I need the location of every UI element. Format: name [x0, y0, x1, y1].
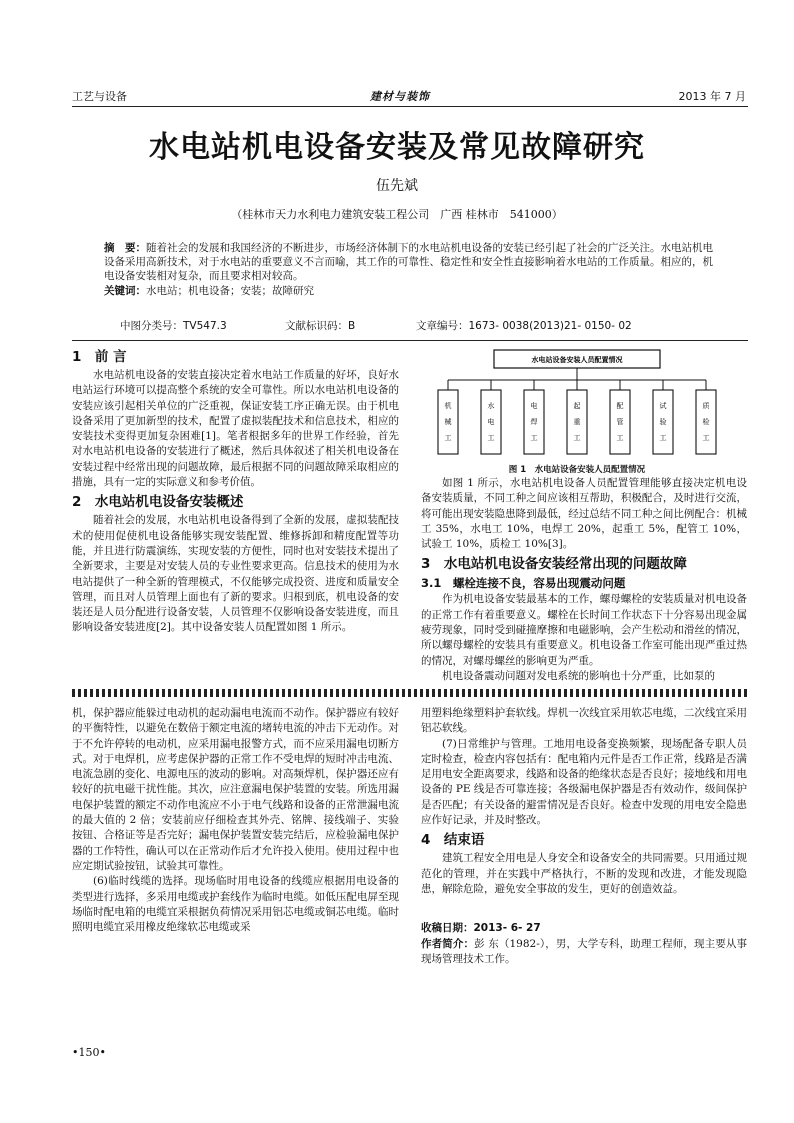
conclusion-paragraph: 建筑工程安全用电是人身安全和设备安全的共同需要。只用通过规范化的管理，并在实践中严格执行，不断的发现和改进，才能发现隐患，解除危险，避免安全事故的发生，更好的创造效益。: [421, 852, 747, 895]
org-node-label: 电焊工: [530, 402, 538, 442]
author-bio-text: 彭 东（1982-），男，大学专科，助理工程师，现主要从事现场管理技术工作。: [421, 937, 748, 965]
author-bio: [421, 937, 747, 968]
maintenance-paragraph: (7)日常维护与管理。工地用电设备变换频繁，现场配备专职人员定时检查，检查内容包括有：配电箱内元件是否工作正常，线路是否满足用电安全距离要求，线路和设备的绝缘状态是否良好；接地线和用电设备的 PE 线是否可靠连接；各级漏电保护器是否有效动作，级间保护是否匹配；有关设备的避雷情况是否良好。检查中发现的用电安全隐患应作好记录，并及时整改。: [421, 737, 747, 827]
figure-1-caption: 图 1 水电站设备安装人员配置情况: [508, 465, 646, 475]
section-1-paragraph: 水电站机电设备的安装直接决定着水电站工作质量的好坏，良好水电站运行环境可以提高整个系统的安全可靠性。所以水电站机电设备的安装应该引起相关单位的广泛重视，保证安装工序正确无误。由于机电设备采用了更加新型的技术，配置了虚拟装配技术和信息技术，相应的安装技术变得更加复杂困难[1]。笔者根据多年的世界工作经验，首先对水电站机电设备的安装进行了概述，然后具体叙述了相关机电设备在安装过程中经常出现的问题故障，最后根据不同的问题故障采取相应的措施，具有一定的实际意义和参考价值。: [72, 369, 399, 489]
journal-name: 建材与装饰: [370, 90, 430, 103]
section-2-heading: 2 水电站机电设备安装概述: [72, 494, 244, 511]
clc-number: 中图分类号：TV547.3: [120, 320, 227, 332]
keywords-label: 关键词：: [104, 285, 146, 297]
section-1-heading: 1 前 言: [72, 349, 127, 365]
org-node-label: 起重工: [573, 402, 581, 442]
running-section: 工艺与设备: [72, 90, 127, 103]
section-3-1-paragraph-2: 机电设备震动问题对发电系统的影响也十分严重，比如泵的: [442, 669, 715, 682]
keywords-text: 水电站；机电设备；安装；故障研究: [146, 285, 314, 297]
abstract-rule: [72, 340, 748, 341]
upper-left-column: [72, 345, 399, 636]
org-node-label: 试验工: [659, 402, 667, 442]
section-3-1-heading: 3.1 螺栓连接不良，容易出现震动问题: [421, 576, 626, 591]
protection-paragraph: 机，保护器应能躲过电动机的起动漏电电流而不动作。保护器应有较好的平衡特性，以避免在数倍于额定电流的堵转电流的冲击下无动作。对于不允许停转的电动机，应采用漏电报警方式，而不应采用漏电切断方式。对于电焊机，应考虑保护器的正常工作不受电焊的短时冲击电流、电流急剧的变化、电源电压的波动的影响。对高频焊机，保护器还应有较好的抗电磁干扰性能。其次，应注意漏电保护装置的安装。所选用漏电保护装置的额定不动作电流应不小于电气线路和设备的正常泄漏电流的最大值的 2 倍；安装前应仔细检查其外壳、铭牌、接线端子、实验按钮、合格证等是否完好；漏电保护装置安装完结后，应检验漏电保护器的工作特性，确认可以在正常动作后才允许投入使用。使用过程中也应定期试验按钮，试验其可靠性。: [72, 707, 399, 872]
author-name: 伍先斌: [376, 178, 418, 194]
header-rule: [72, 106, 748, 107]
cable-selection-paragraph: (6)临时线缆的选择。现场临时用电设备的线缆应根据用电设备的类型进行选择，多采用电缆或护套线作为临时电缆。如低压配电屏至现场临时配电箱的电缆宜采根据负荷情况采用铝芯电缆或铜芯电缆。临时照明电缆宜采用橡皮绝缘软芯电缆或采: [72, 875, 399, 934]
received-date: 收稿日期：2013- 6- 27: [421, 922, 541, 935]
org-nodes: [438, 380, 716, 454]
article-number: 文章编号：1673- 0038(2013)21- 0150- 02: [416, 320, 632, 332]
cable-continued-paragraph: 用塑料绝缘塑料护套软线。焊机一次线宜采用软芯电缆，二次线宜采用铝芯软线。: [421, 707, 747, 735]
issue-date: 2013 年 7 月: [678, 90, 746, 103]
org-node-label: 配管工: [616, 402, 624, 442]
upper-right-column: [421, 476, 747, 684]
section-2-paragraph: 随着社会的发展，水电站机电设备得到了全新的发展，虚拟装配技术的使用促使机电设备能够实现安装配置、维修拆卸和精度配置等功能，并且进行防震演练，实现安装的方便性，同时也对安装技术提出了全新要求，主要是对安装人员的专业性要求更高。信息技术的使用为水电站提供了一种全新的管理模式，不仅能够完成投资、进度和质量安全管理，而且对人员管理上面也有了新的要求。归根到底，机电设备的安装还是人员分配进行设备安装，人员管理不仅影响设备安装进度，而且影响设备安装进度[2]。其中设备安装人员配置如图 1 所示。: [72, 514, 399, 634]
section-3-heading: 3 水电站机电设备安装经常出现的问题故障: [421, 556, 687, 573]
article-separator: [72, 689, 748, 697]
figure-discussion-paragraph: 如图 1 所示，水电站机电设备人员配置管理能够直接决定机电设备安装质量，不同工种之间应该相互帮助，积极配合，及时进行交流，将可能出现安装隐患降到最低，经过总结不同工种之间比例配合：机械工 35%，水电工 10%，电焊工 20%，起重工 5%，配管工 10%，试验工 10%，质检工 10%[3]。: [421, 477, 747, 551]
section-3-1-paragraph: 作为机电设备安装最基本的工作，螺母螺栓的安装质量对机电设备的正常工作有着重要意义。螺栓在长时间工作状态下十分容易出现金属疲劳现象，同时受到碰撞摩擦和电磁影响，会产生松动和滑丝的情况，所以螺母螺栓的安装具有重要意义。机电设备工作室可能出现严重过热的情况，对螺母螺丝的影响更为严重。: [421, 593, 747, 667]
abstract-text: 随着社会的发展和我国经济的不断进步，市场经济体制下的水电站机电设备的安装已经引起了社会的广泛关注。水电站机电设备采用高新技术，对于水电站的重要意义不言而喻，其工作的可靠性、稳定性和安全性直接影响着水电站的工作质量。相应的，机电设备安装相对复杂，而且要求相对较高。: [104, 242, 713, 282]
page-number: •150•: [72, 1046, 106, 1059]
org-node-label: 机械工: [444, 402, 452, 442]
section-4-heading: 4 结束语: [421, 832, 485, 849]
affiliation: （桂林市天力水利电力建筑安装工程公司 广西 桂林市 541000）: [231, 208, 563, 221]
org-node-label: 水电工: [487, 402, 495, 442]
abstract-label: 摘 要：: [104, 242, 146, 254]
figure-1-org-chart: [432, 346, 722, 466]
lower-left-column: [72, 706, 399, 935]
author-bio-label: 作者简介：: [421, 937, 475, 950]
paper-title: 水电站机电设备安装及常见故障研究: [149, 130, 645, 165]
document-code: 文献标识码：B: [285, 320, 356, 332]
org-root-label: 水电站设备安装人员配置情况: [531, 356, 623, 364]
org-node-label: 质检工: [702, 402, 710, 442]
lower-right-column: [421, 706, 747, 967]
abstract: [104, 241, 720, 298]
